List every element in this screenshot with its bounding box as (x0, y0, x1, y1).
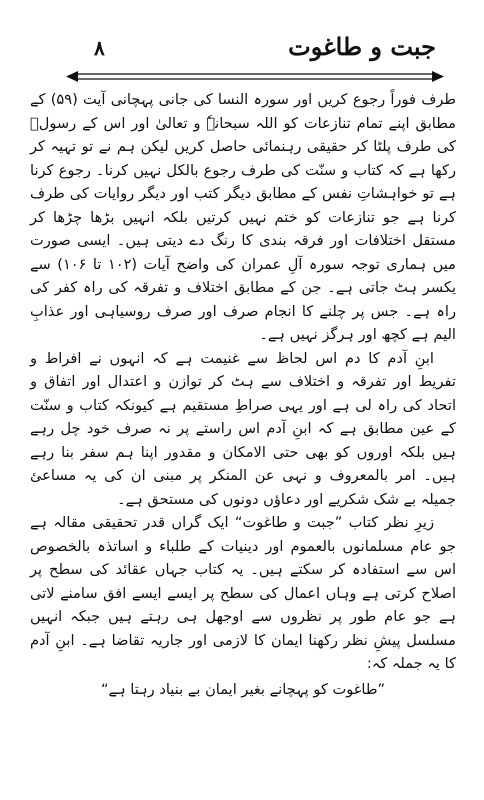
quotation: ”طاغوت کو پہچانے بغیر ایمان بے بنیاد رہتا ہے“ (100, 680, 386, 698)
page-header (64, 30, 446, 82)
paragraph-2: ابنِ آدم کا دم اس لحاظ سے غنیمت ہے کہ انہوں نے افراط و تفریط اور تفرقہ و اختلاف سے ہٹ کر توازن و اعتدال اور اتفاق و اتحاد کی راہ لی ہے اور یہی صراطِ مستقیم ہے کیونکہ کتاب و سنّت کے عین مطابق ہے کہ ابنِ آدم اس راستے پر نہ صرف خود چل رہے ہیں بلکہ اوروں کو بھی حتی الامکان و مقدور اپنا ہم سفر بنا رہے ہیں۔ امر بالمعروف و نہی عن المنکر پر مبنی ان کی یہ مساعیٔ جمیلہ بے شک شکریے اور دعاؤں دونوں کی مستحق ہے۔ (30, 349, 456, 508)
paragraph-1: طرف فوراً رجوع کریں اور سورہ النسا کی جانی پہچانی آیت (۵۹) کے مطابق اپنے تمام تنازعات کو اللہ سبحانہٗ و تعالیٰ اور اس کے رسولؐ کی طرف پلٹا کر حقیقی رہنمائی حاصل کریں لیکن ہم نے تو تہیہ کر رکھا ہے کہ کتاب و سنّت کی طرف رجوع بالکل نہیں کرنا۔ رجوع کرنا ہے تو خواہشاتِ نفس کے مطابق دیگر کتب اور دیگر روایات کی طرف کرنا ہے جو تنازعات کو ختم نہیں کرتیں بلکہ انہیں بڑھا چڑھا کر مستقل اختلافات اور فرقہ بندی کا رنگ دے دیتی ہیں۔ ایسی صورت میں ہماری توجہ سورہ آلِ عمران کی واضح آیات (۱۰۲ تا ۱۰۶) سے یکسر ہٹ جاتی ہے۔ جن کے مطابق اختلاف و تفرقہ کی راہ کفر کی راہ ہے۔ جس پر چلنے کا انجام صرف اور صرف روسیاہی اور عذابِ الیم ہے کچھ اور ہرگز نہیں ہے۔ (30, 91, 456, 343)
page-number: ۸ (94, 36, 105, 60)
main-text (30, 88, 456, 701)
paragraph-3: زیرِ نظر کتاب ”جبت و طاغوت“ ایک گراں قدر تحقیقی مقالہ ہے جو عام مسلمانوں بالعموم اور دینیات کے طلباء و اساتذہ بالخصوص اس سے استفادہ کر سکتے ہیں۔ یہ کتاب جہاں عقائد کی سطح پر اصلاح کرتی ہے وہاں اعمال کی سطح پر ایسے ایسے افق سامنے لاتی ہے جو عام طور پر نظروں سے اوجھل ہی رہتے ہیں جبکہ انہیں مسلسل پیشِ نظر رکھنا ایمان کا لازمی اور جاریہ تقاضا ہے۔ ابنِ آدم کا یہ جملہ کہ: (30, 514, 456, 672)
header-rule (64, 70, 446, 84)
running-title: جبت و طاغوت (288, 32, 436, 61)
